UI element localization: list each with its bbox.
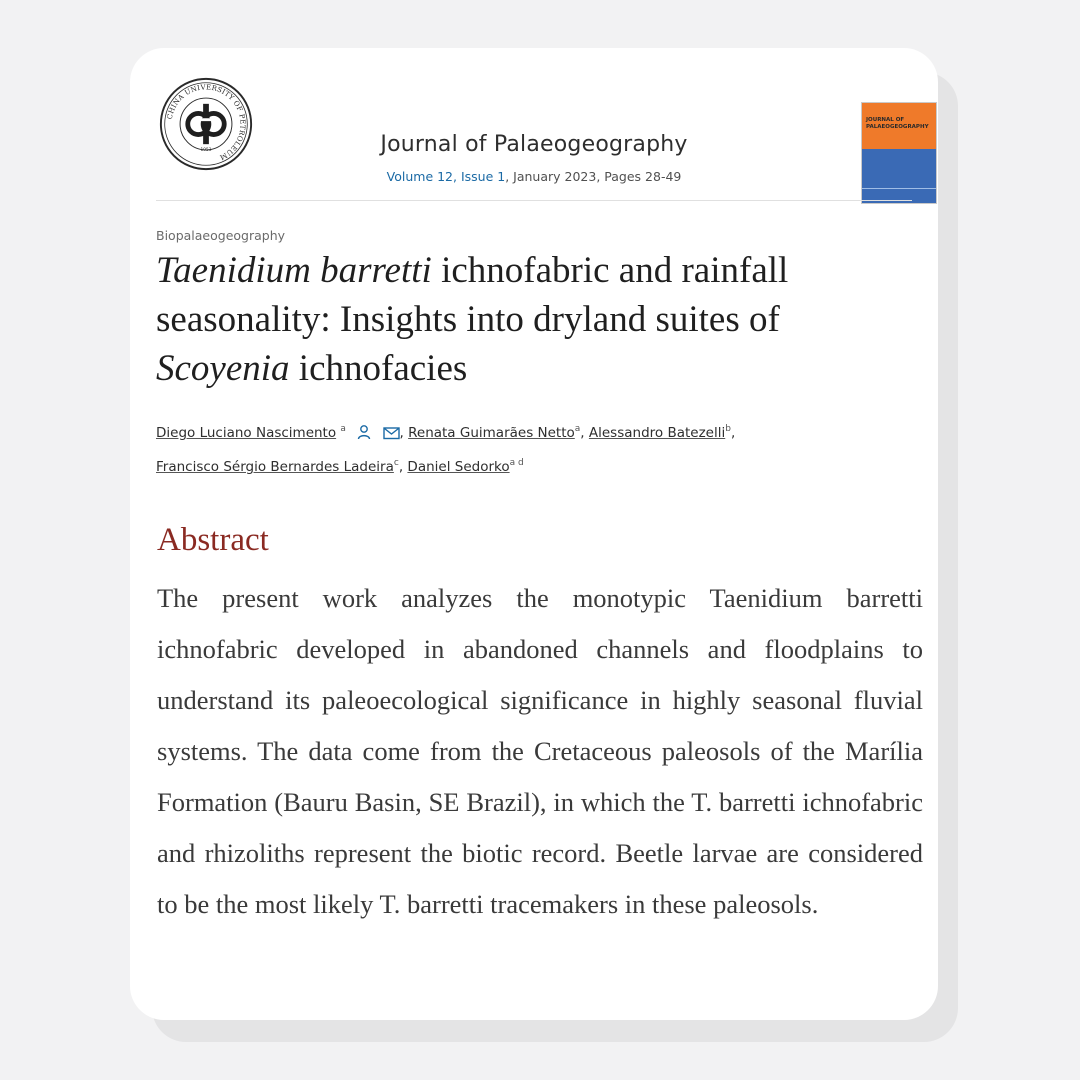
- header-divider: [156, 200, 912, 201]
- article-category: Biopalaeogeography: [156, 228, 286, 243]
- abstract-heading: Abstract: [157, 522, 269, 558]
- author-affiliation: a d: [509, 458, 524, 468]
- journal-cover-thumbnail[interactable]: [862, 103, 936, 203]
- author-affiliation: b: [725, 424, 731, 434]
- author-link[interactable]: Diego Luciano Nascimento: [156, 425, 337, 441]
- title-taxon-taenidium: Taenidium barretti: [156, 250, 432, 291]
- article-title: [156, 246, 896, 393]
- author-link[interactable]: Renata Guimarães Netto: [408, 425, 575, 441]
- svg-text:CHINA UNIVERSITY OF PETROLEUM: CHINA UNIVERSITY OF PETROLEUM: [165, 83, 247, 162]
- author-separator: ,: [399, 425, 409, 441]
- svg-text:1953: 1953: [200, 147, 212, 153]
- journal-header: [154, 74, 929, 202]
- author-affiliation: a: [574, 424, 581, 434]
- abstract-text: The present work analyzes the monotypic Taenidium barretti ichnofabric developed in abandoned channels and floodplains to understand its paleoecological significance in highly seasonal fluvial systems. The data come from the Cretaceous paleosols of the Marília Formation (Bauru Basin, SE Brazil), in which the T. barretti ichnofabric and rhizoliths represent the biotic record. Beetle larvae are considered to be the most likely T. barretti tracemakers in these paleosols.: [157, 583, 923, 919]
- author-affiliation: c: [393, 458, 399, 468]
- author-link[interactable]: Francisco Sérgio Bernardes Ladeira: [156, 459, 394, 475]
- issue-date-pages: , January 2023, Pages 28-49: [505, 169, 682, 184]
- title-text-2: ichnofacies: [289, 348, 468, 389]
- author-separator: ,: [398, 459, 408, 475]
- title-text-1: ichnofabric and rainfall seasonality: Insights into dryland suites of: [156, 250, 789, 340]
- journal-title[interactable]: Journal of Palaeogeography: [380, 132, 688, 157]
- person-icon[interactable]: [356, 424, 372, 440]
- envelope-icon[interactable]: [383, 426, 400, 440]
- author-link[interactable]: Daniel Sedorko: [407, 459, 510, 475]
- cover-rule: [862, 188, 936, 189]
- cover-title: JOURNAL OF PALAEOGEOGRAPHY: [866, 117, 929, 130]
- volume-issue-link[interactable]: Volume 12, Issue 1: [386, 169, 506, 184]
- title-taxon-scoyenia: Scoyenia: [156, 348, 290, 389]
- article-card: [130, 48, 938, 1020]
- author-link[interactable]: Alessandro Batezelli: [588, 425, 726, 441]
- author-separator: ,: [580, 425, 589, 441]
- author-list: [156, 414, 896, 482]
- author-affiliation: a: [340, 424, 346, 434]
- author-separator: ,: [730, 425, 736, 441]
- journal-issue-info: [154, 169, 914, 185]
